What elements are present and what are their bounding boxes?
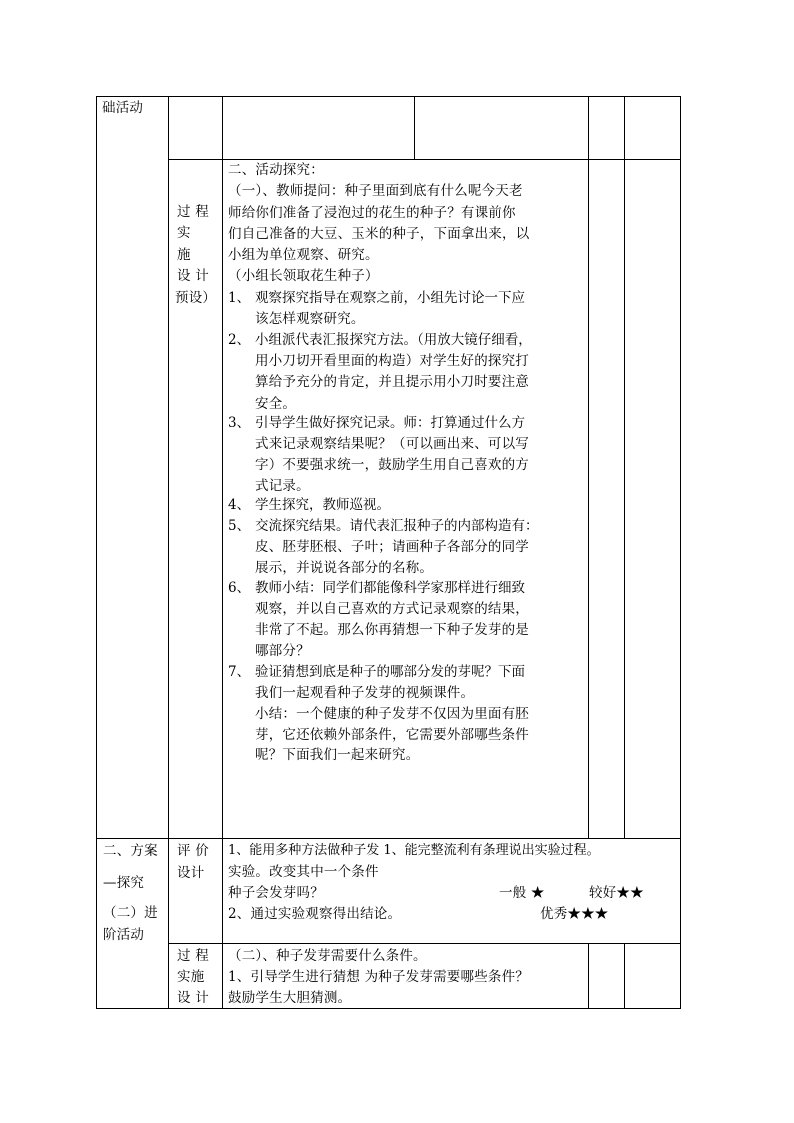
col2-process-label-2: 实 xyxy=(177,225,191,241)
eval-row-bottom-border xyxy=(168,943,681,944)
col1-section-label-1: 二、方案 xyxy=(103,843,158,859)
col5-divider-bottom xyxy=(624,943,625,1008)
col2-process-label-1: 过 程 xyxy=(177,204,209,220)
step-text: 引导学生做好探究记录。师：打算通过什么方 xyxy=(255,415,525,431)
step-number: 4、 xyxy=(228,497,251,513)
intro-line: 小组为单位观察、研究。 xyxy=(228,247,379,263)
step-number: 5、 xyxy=(228,518,251,534)
conditions-line: 鼓励学生大胆猜测。 xyxy=(228,990,352,1006)
col4-divider-top xyxy=(588,96,589,839)
intro-line: （小组长领取花生种子） xyxy=(228,268,379,284)
col5-divider-top xyxy=(624,96,625,839)
section-divider xyxy=(96,838,681,839)
step-text: 观察，并以自己喜欢的方式记录观察的结果， xyxy=(255,601,529,617)
step-number: 3、 xyxy=(228,415,251,431)
col1-row1-label: 础活动 xyxy=(102,100,144,116)
step-number: 7、 xyxy=(228,664,251,680)
table-right-border xyxy=(680,96,681,1009)
step-text: 交流探究结果。请代表汇报种子的内部构造有： xyxy=(255,518,539,534)
conditions-heading: （二）、种子发芽需要什么条件。 xyxy=(228,948,427,964)
col2-process2-label-3: 设 计 xyxy=(177,990,209,1006)
step-1 xyxy=(228,288,525,308)
step-text: 我们一起观看种子发芽的视频课件。 xyxy=(255,685,475,701)
step-text: 芽，它还依赖外部条件，它需要外部哪些条件 xyxy=(255,727,529,743)
col2-eval-label-2: 设计 xyxy=(177,865,205,881)
col1-section-label-3: （二）进 xyxy=(103,905,158,921)
table-top-border xyxy=(96,96,681,97)
col2-process-label-3: 施 xyxy=(177,247,191,263)
col4-divider-bottom xyxy=(588,943,589,1008)
col2-divider xyxy=(222,96,223,1009)
table-left-border xyxy=(96,96,97,1009)
step-text: 非常了不起。那么你再猜想一下种子发芽的是 xyxy=(255,622,529,638)
step-text: 用小刀切开看里面的构造）对学生好的探究打 xyxy=(255,353,529,369)
col2-process-label-4: 设 计 xyxy=(177,268,209,284)
eval-line-4: 2、通过实验观察得出结论。 xyxy=(228,906,402,922)
eval-line-2: 实验。改变其中一个条件 xyxy=(228,864,379,880)
intro-line: 们自己准备的大豆、玉米的种子，下面拿出来，以 xyxy=(228,226,530,242)
col2-eval-label-1: 评 价 xyxy=(177,843,209,859)
step-text: 展示，并说说各部分的名称。 xyxy=(255,560,434,576)
step-7 xyxy=(228,662,525,682)
step-text: 教师小结：同学们都能像科学家那样进行细致 xyxy=(255,580,525,596)
step-text: 学生探究，教师巡视。 xyxy=(255,497,390,513)
step-number: 6、 xyxy=(228,580,251,596)
step-2 xyxy=(228,330,532,350)
step-text: 字）不要强求统一，鼓励学生用自己喜欢的方 xyxy=(255,457,529,473)
step-text: 安全。 xyxy=(255,396,297,412)
col2-process2-label-1: 过 程 xyxy=(177,948,209,964)
step-text: 式记录。 xyxy=(255,478,310,494)
step-5 xyxy=(228,516,539,536)
step-3 xyxy=(228,413,525,433)
step-text: 观察探究指导在观察之前，小组先讨论一下应 xyxy=(255,290,525,306)
eval-line-1: 1、能用多种方法做种子发 1、能完整流利有条理说出实验过程。 xyxy=(228,843,600,858)
step-6 xyxy=(228,578,525,598)
step-text: 小组派代表汇报探究方法。（用放大镜仔细看， xyxy=(255,332,532,348)
step-text: 验证猜想到底是种子的哪部分发的芽呢？下面 xyxy=(255,664,525,680)
rating-excellent: 优秀★★★ xyxy=(540,906,609,922)
step-4 xyxy=(228,495,390,515)
step-number: 1、 xyxy=(228,290,251,306)
rating-general: 一般 ★ xyxy=(499,885,545,901)
step-text: 该怎样观察研究。 xyxy=(255,311,365,327)
intro-line: （一）、教师提问：种子里面到底有什么呢今天老 xyxy=(228,183,523,199)
eval-line-3: 种子会发芽吗？ xyxy=(228,885,324,901)
step-text: 小结：一个健康的种子发芽不仅因为里面有胚 xyxy=(255,706,529,722)
col1-divider xyxy=(168,96,169,1009)
table-bottom-border xyxy=(96,1008,681,1009)
col2-process-label-5: 预设） xyxy=(175,290,217,306)
conditions-line: 1、引导学生进行猜想 为种子发芽需要哪些条件？ xyxy=(228,969,529,985)
step-number: 2、 xyxy=(228,332,251,348)
col1-section-label-2: —探究 xyxy=(103,875,145,891)
row1-inner-divider xyxy=(414,96,415,159)
step-text: 皮、胚芽胚根、子叶；请画种子各部分的同学 xyxy=(255,539,529,555)
step-text: 算给予充分的肯定，并且提示用小刀时要注意 xyxy=(255,374,529,390)
col1-section-label-4: 阶活动 xyxy=(103,927,145,943)
intro-line: 师给你们准备了浸泡过的花生的种子？有课前你 xyxy=(228,205,516,221)
col2-process2-label-2: 实施 xyxy=(177,969,205,985)
rating-good: 较好★★ xyxy=(589,885,644,901)
activity-heading: 二、活动探究： xyxy=(228,162,324,178)
step-text: 呢？下面我们一起来研究。 xyxy=(255,747,420,763)
step-text: 哪部分？ xyxy=(255,643,310,659)
step-text: 式来记录观察结果呢？（可以画出来、可以写 xyxy=(255,436,529,452)
